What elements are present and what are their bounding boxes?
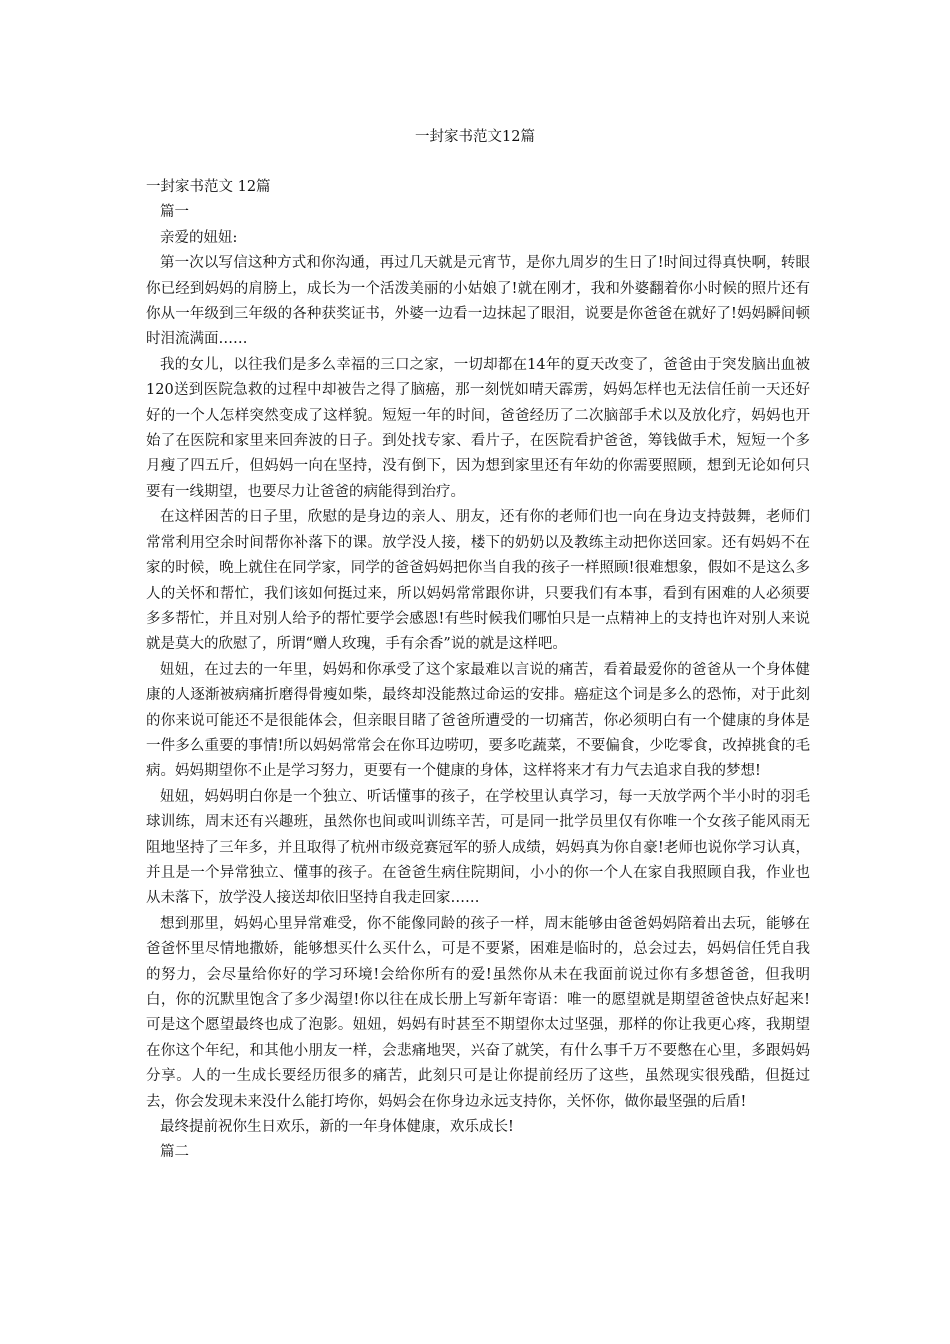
paragraph-4: 妞妞，在过去的一年里，妈妈和你承受了这个家最难以言说的痛苦，看着最爱你的爸爸从一个身体健康的人逐渐被病痛折磨得骨瘦如柴，最终却没能熬过命运的安排。癌症这个词是多么的恐怖，对于此刻的你来说可能还不是很能体会，但亲眼目睹了爸爸所遭受的一切痛苦，你必须明白有一个健康的身体是一件多么重要的事情!所以妈妈常常会在你耳边唠叨，要多吃蔬菜，不要偏食，少吃零食，改掉挑食的毛病。妈妈期望你不止是学习努力，更要有一个健康的身体，这样将来才有力气去追求自我的梦想! xyxy=(146,661,810,780)
paragraph-2: 我的女儿，以往我们是多么幸福的三口之家，一切却都在14年的夏天改变了，爸爸由于突发脑出血被120送到医院急救的过程中却被告之得了脑癌，那一刻恍如晴天霹雳，妈妈怎样也无法信任前一天还好好的一个人怎样突然变成了这样貌。短短一年的时间，爸爸经历了二次脑部手术以及放化疗，妈妈也开始了在医院和家里来回奔波的日子。到处找专家、看片子，在医院看护爸爸，筹钱做手术，短短一个多月瘦了四五斤，但妈妈一向在坚持，没有倒下，因为想到家里还有年幼的你需要照顾，想到无论如何只要有一线期望，也要尽力让爸爸的病能得到治疗。 xyxy=(146,356,810,500)
document-title: 一封家书范文12篇 xyxy=(415,129,535,145)
salutation: 亲爱的妞妞: xyxy=(160,229,238,246)
document-body xyxy=(146,175,810,1166)
document-heading: 一封家书范文 12篇 xyxy=(146,179,271,195)
closing-wish: 最终提前祝你生日欢乐，新的一年身体健康，欢乐成长! xyxy=(160,1119,514,1136)
paragraph-6: 想到那里，妈妈心里异常难受，你不能像同龄的孩子一样，周末能够由爸爸妈妈陪着出去玩，能够在爸爸怀里尽情地撒娇，能够想买什么买什么，可是不要紧，困难是临时的，总会过去，妈妈信任凭自我的努力，会尽量给你好的学习环境!会给你所有的爱!虽然你从未在我面前说过你有多想爸爸，但我明白，你的沉默里饱含了多少渴望!你以往在成长册上写新年寄语：唯一的愿望就是期望爸爸快点好起来!可是这个愿望最终也成了泡影。妞妞，妈妈有时甚至不期望你太过坚强，那样的你让我更心疼，我期望在你这个年纪，和其他小朋友一样，会悲痛地哭，兴奋了就笑，有什么事千万不要憋在心里，多跟妈妈分享。人的一生成长要经历很多的痛苦，此刻只可是让你提前经历了这些，虽然现实很残酷，但挺过去，你会发现未来没什么能打垮你，妈妈会在你身边永远支持你，关怀你，做你最坚强的后盾! xyxy=(146,915,810,1110)
paragraph-1: 第一次以写信这种方式和你沟通，再过几天就是元宵节，是你九周岁的生日了!时间过得真快啊，转眼你已经到妈妈的肩膀上，成长为一个活泼美丽的小姑娘了!就在刚才，我和外婆翻着你小时候的照片还有你从一年级到三年级的各种获奖证书，外婆一边看一边抹起了眼泪，说要是你爸爸在就好了!妈妈瞬间顿时泪流满面…… xyxy=(146,255,810,348)
section-label-1: 篇一 xyxy=(160,204,189,221)
paragraph-5: 妞妞，妈妈明白你是一个独立、听话懂事的孩子，在学校里认真学习，每一天放学两个半小时的羽毛球训练，周末还有兴趣班，虽然你也间或叫训练辛苦，可是同一批学员里仅有你唯一个女孩子能风雨无阻地坚持了三年多，并且取得了杭州市级竞赛冠军的骄人成绩，妈妈真为你自豪!老师也说你学习认真，并且是一个异常独立、懂事的孩子。在爸爸生病住院期间，小小的你一个人在家自我照顾自我，作业也从未落下，放学没人接送却依旧坚持自我走回家…… xyxy=(146,788,810,907)
section-label-2: 篇二 xyxy=(160,1144,189,1161)
paragraph-3: 在这样困苦的日子里，欣慰的是身边的亲人、朋友，还有你的老师们也一向在身边支持鼓舞，老师们常常利用空余时间帮你补落下的课。放学没人接，楼下的奶奶以及教练主动把你送回家。还有妈妈不在家的时候，晚上就住在同学家，同学的爸爸妈妈把你当自我的孩子一样照顾!很难想象，假如不是这么多人的关怀和帮忙，我们该如何挺过来，所以妈妈常常跟你讲，只要我们有本事，看到有困难的人必须要多多帮忙，并且对别人给予的帮忙要学会感恩!有些时候我们哪怕只是一点精神上的支持也许对别人来说就是莫大的欣慰了，所谓“赠人玫瑰，手有余香”说的就是这样吧。 xyxy=(146,509,810,653)
